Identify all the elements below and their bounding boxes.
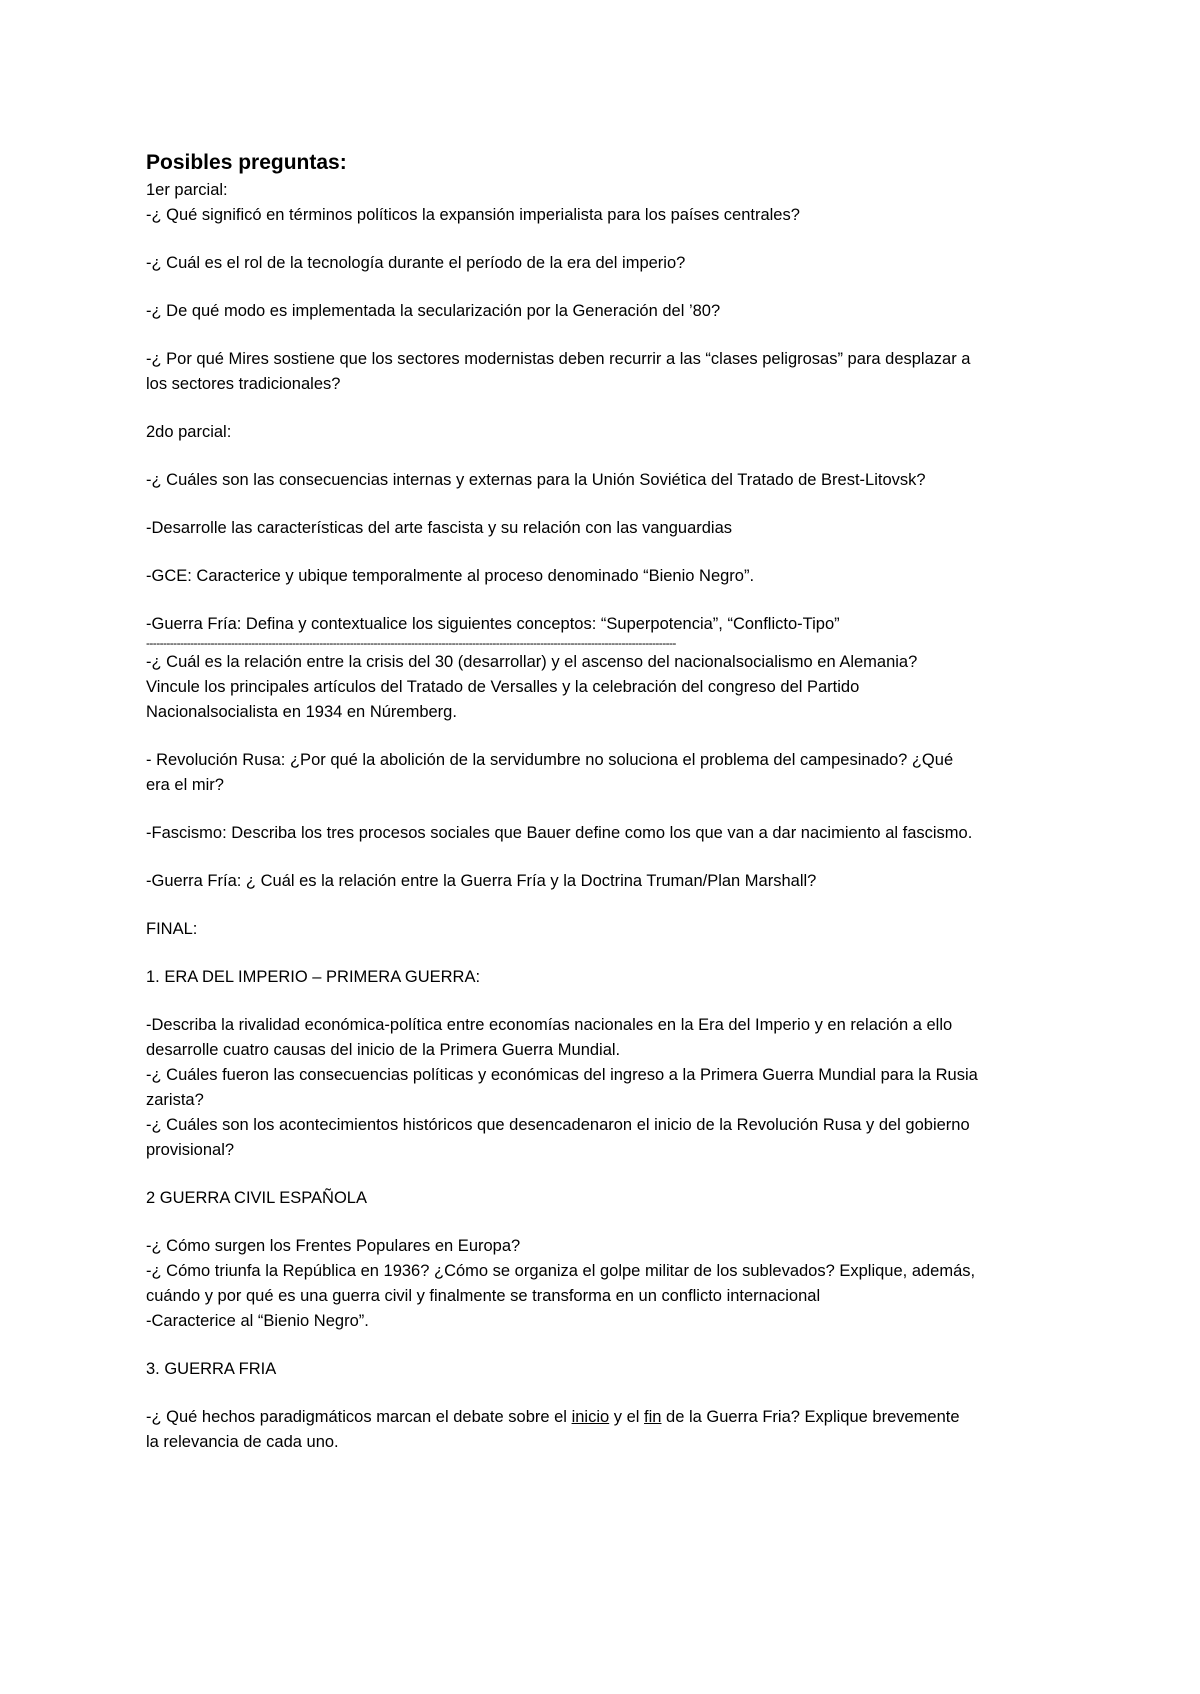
final-s3-question-1-part-c: de la Guerra Fria? Explique brevemente — [661, 1408, 960, 1426]
parcial2-question-4: -Guerra Fría: Defina y contextualice los siguientes conceptos: “Superpotencia”, “Conflicto-Tipo” — [146, 615, 840, 633]
parcial2-question-5-line-3: Nacionalsocialista en 1934 en Núremberg. — [146, 703, 457, 721]
final-s1-question-3-line-2: provisional? — [146, 1141, 235, 1159]
final-s2-question-2-line-1: -¿ Cómo triunfa la República en 1936? ¿Cómo se organiza el golpe militar de los sublevados? Explique, además, — [146, 1262, 976, 1280]
parcial1-question-4-line-1: -¿ Por qué Mires sostiene que los sectores modernistas deben recurrir a las “clases peligrosas” para desplazar a — [146, 350, 971, 368]
parcial2-question-5-line-2: Vincule los principales artículos del Tratado de Versalles y la celebración del congreso del Partido — [146, 678, 860, 696]
final-s1-question-3-line-1: -¿ Cuáles son los acontecimientos históricos que desencadenaron el inicio de la Revolución Rusa y del gobierno — [146, 1116, 970, 1134]
parcial2-question-2: -Desarrolle las características del arte fascista y su relación con las vanguardias — [146, 519, 733, 537]
final-section-2-heading: 2 GUERRA CIVIL ESPAÑOLA — [146, 1189, 367, 1207]
final-s3-question-1-part-b: y el — [609, 1408, 645, 1426]
parcial2-question-7: -Fascismo: Describa los tres procesos sociales que Bauer define como los que van a dar nacimiento al fascismo. — [146, 824, 973, 842]
parcial2-question-8: -Guerra Fría: ¿ Cuál es la relación entre la Guerra Fría y la Doctrina Truman/Plan Marshall? — [146, 872, 817, 890]
final-s1-question-1-line-1: -Describa la rivalidad económica-política entre economías nacionales en la Era del Imperio y en relación a ello — [146, 1016, 953, 1034]
parcial1-question-4-line-2: los sectores tradicionales? — [146, 375, 341, 393]
final-section-1-heading: 1. ERA DEL IMPERIO – PRIMERA GUERRA: — [146, 968, 481, 986]
underlined-word-fin: fin — [644, 1408, 662, 1426]
page-title: Posibles preguntas: — [146, 151, 347, 174]
parcial2-question-5-line-1: -¿ Cuál es la relación entre la crisis del 30 (desarrollar) y el ascenso del nacionalsocialismo en Alemania? — [146, 653, 918, 671]
parcial1-heading: 1er parcial: — [146, 181, 228, 199]
final-s1-question-1-line-2: desarrolle cuatro causas del inicio de la Primera Guerra Mundial. — [146, 1041, 621, 1059]
document-page — [146, 148, 1086, 1455]
final-s2-question-1: -¿ Cómo surgen los Frentes Populares en Europa? — [146, 1237, 521, 1255]
final-section-3-heading: 3. GUERRA FRIA — [146, 1360, 277, 1378]
separator-line: ------------------------------------------------------------------------------------------------------------------------------------------------------------ — [146, 637, 676, 650]
final-s3-question-1-part-a: -¿ Qué hechos paradigmáticos marcan el debate sobre el — [146, 1408, 572, 1426]
parcial2-heading: 2do parcial: — [146, 423, 232, 441]
final-s3-question-1-line-2: la relevancia de cada uno. — [146, 1433, 339, 1451]
final-s2-question-2-line-2: cuándo y por qué es una guerra civil y finalmente se transforma en un conflicto internacional — [146, 1287, 821, 1305]
parcial2-question-1: -¿ Cuáles son las consecuencias internas y externas para la Unión Soviética del Tratado de Brest-Litovsk? — [146, 471, 926, 489]
final-s1-question-2-line-1: -¿ Cuáles fueron las consecuencias políticas y económicas del ingreso a la Primera Guerra Mundial para la Rusia — [146, 1066, 978, 1084]
parcial1-question-3: -¿ De qué modo es implementada la secularización por la Generación del ’80? — [146, 302, 721, 320]
parcial2-question-6-line-1: - Revolución Rusa: ¿Por qué la abolición de la servidumbre no soluciona el problema del campesinado? ¿Qué — [146, 751, 954, 769]
final-s2-question-3: -Caracterice al “Bienio Negro”. — [146, 1312, 369, 1330]
final-s3-question-1-line-1 — [146, 1405, 1086, 1430]
final-heading: FINAL: — [146, 920, 198, 938]
parcial1-question-2: -¿ Cuál es el rol de la tecnología durante el período de la era del imperio? — [146, 254, 686, 272]
parcial2-question-3: -GCE: Caracterice y ubique temporalmente al proceso denominado “Bienio Negro”. — [146, 567, 755, 585]
final-s1-question-2-line-2: zarista? — [146, 1091, 204, 1109]
underlined-word-inicio: inicio — [571, 1408, 610, 1426]
parcial2-question-6-line-2: era el mir? — [146, 776, 224, 794]
parcial1-question-1: -¿ Qué significó en términos políticos la expansión imperialista para los países centrales? — [146, 206, 800, 224]
